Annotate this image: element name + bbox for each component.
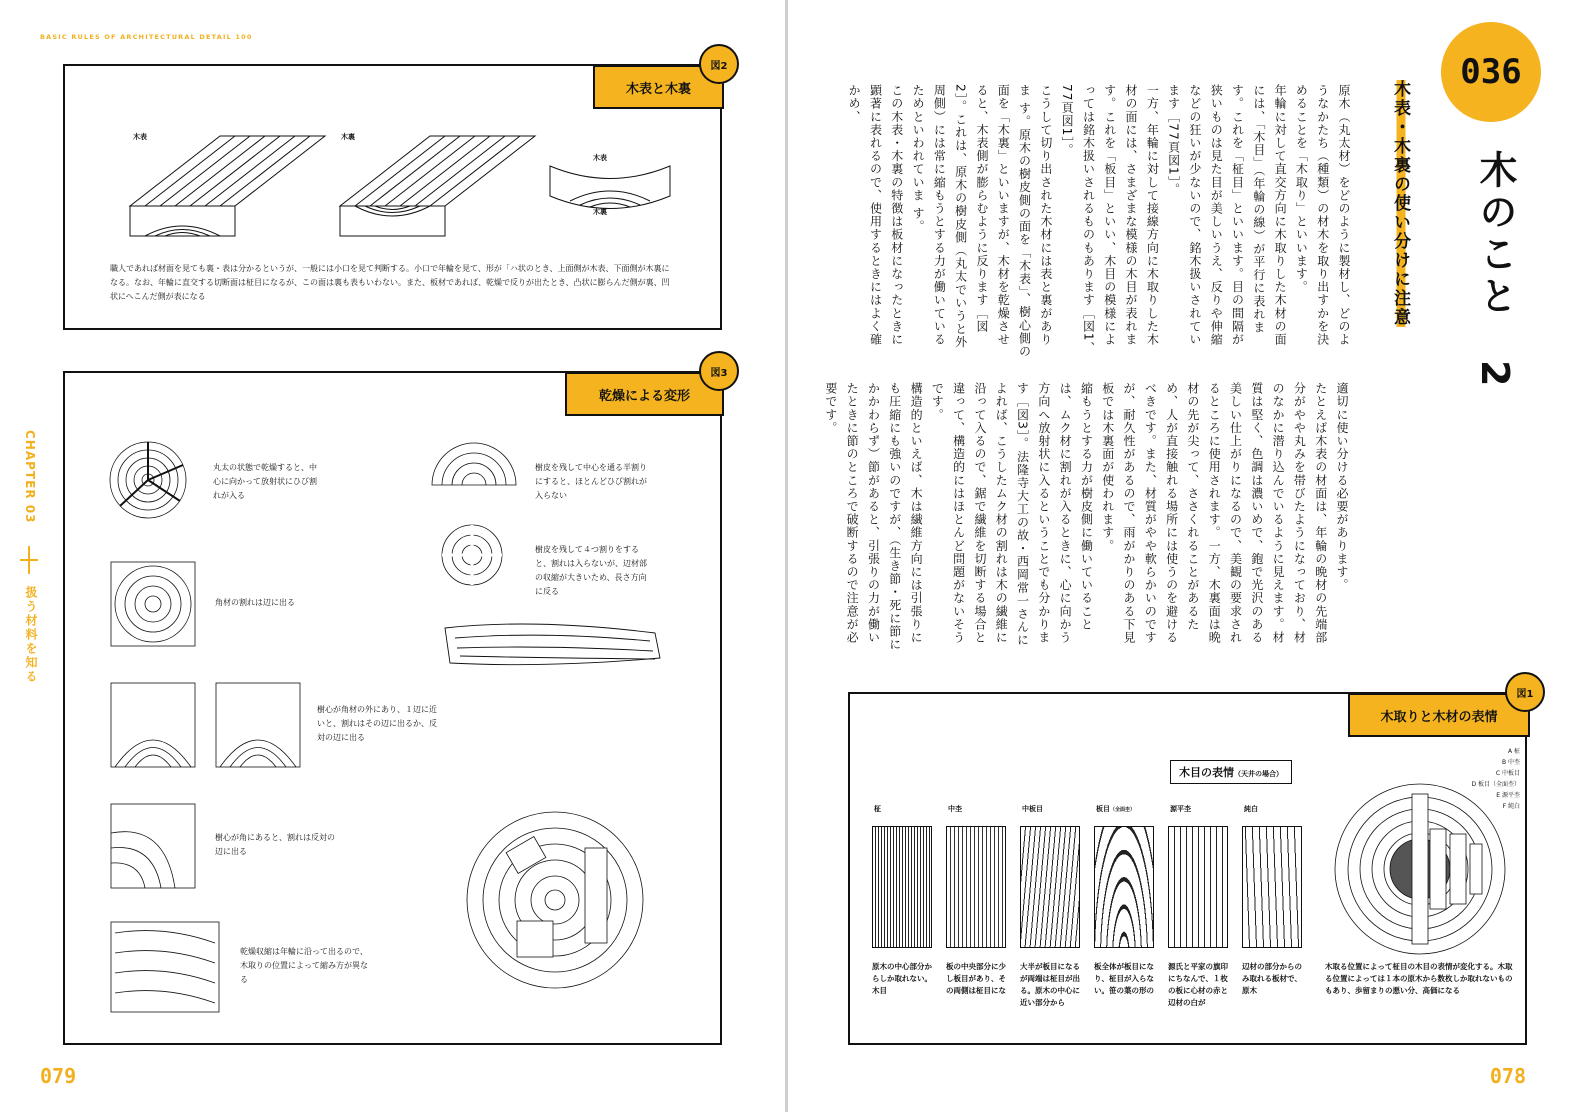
log-section-large: [467, 812, 643, 988]
legend: [1454, 746, 1520, 812]
legend-f: F 純白: [1502, 803, 1520, 810]
board-b: [340, 136, 535, 236]
figure-2-caption: 職人であれば材面を見ても裏・表は分かるというが、一般には小口を見て判断する。小口で年輪を見て、形が「ハ状のとき、上面側が木表、下面側が木裏になる。なお、年輪に直交する切断面は柾目になるが、この面は裏も表もいわない。また、板材であれば、乾燥で反りが出たとき、凸状に膨らんだ側が裏、凹状にへこんだ側が表になる: [110, 264, 670, 301]
fig3-item-7: 乾燥収縮は年輪に沿って出るので、木取りの位置によって縮み方が異なる: [240, 947, 368, 984]
log-radial: [110, 442, 186, 518]
grain-desc-1: 原木の中心部分からしか取れない。木目: [872, 962, 932, 995]
quartered-log: [442, 525, 502, 585]
left-page: [0, 0, 786, 1112]
figure-1-caption: 木取る位置によって柾目の木目の表情が変化する。木取る位置によっては１本の原木から数枚しか取れないものもあり、歩留まりの悪い分、高価になる: [1325, 962, 1513, 995]
label-kiura: 木裏: [341, 133, 355, 141]
grain-label-5: 源平杢: [1170, 805, 1191, 813]
figure-1-badge: 図1: [1505, 672, 1545, 712]
grain-label-3: 中板目: [1022, 805, 1043, 813]
grain-label-2: 中杢: [948, 805, 962, 813]
grain-desc-6: 辺材の部分からのみ取れる板材で、原木: [1242, 962, 1302, 995]
callout-title: 木目の表情: [1179, 766, 1234, 779]
grain-sample-naka-itame: [1020, 826, 1080, 948]
legend-b: B 中杢: [1501, 759, 1520, 766]
grain-label-4: [1096, 804, 1135, 814]
figure-2-tag: 木表と木裏: [593, 65, 724, 109]
board-a: [130, 136, 325, 236]
half-log: [432, 443, 516, 485]
body-para-7: たとえば木表の材面は、年輪の晩材の先端部分がやや丸みを帯びたようになっており、材のなかに潜り込んでいるように見えます。材質は堅く、色調は濃いめで、鉋で光沢のある美しい仕上がりになるので、美観の要求されるところに使用されます。一方、木裏面は晩材の先が尖って、ささくれることがあるため、人が直接触れる場所には使うのを避けるべきです。また、材質がやや軟らかいのですが、耐久性があるので、雨がかりのある下見板では木裏面が使われます。: [1100, 382, 1328, 644]
body-para-9: 構造的といえば、木は繊維方向には引張りにも圧縮にも強いのですが、（生き節・死に節にかかわらず）節があると、引張りの力が働いたときに節のところで破断するので注意が必要です。: [823, 382, 924, 652]
grain-label-1: 柾: [874, 805, 881, 813]
grain-label-4-main: 板目: [1096, 805, 1110, 813]
grain-callout: [1170, 760, 1292, 784]
figure-3-badge: 図3: [699, 351, 739, 391]
legend-e: E 源平杢: [1496, 792, 1520, 799]
grain-desc-2: 板の中央部分に少し板目があり、その両側は柾目にな: [946, 962, 1006, 995]
grain-sample-masame: [872, 826, 932, 948]
shrink-board: [111, 922, 219, 1012]
warped-log: [445, 624, 660, 665]
grain-desc-5: 源氏と平家の旗印にちなんで、１枚の板に心材の赤と辺材の白が: [1168, 962, 1228, 1007]
body-para-6: 適切に使い分ける必要があります。: [1335, 382, 1349, 592]
figure-3-frame: [63, 367, 728, 1045]
page-number-right: 078: [1489, 1064, 1526, 1088]
grain-label-6: 純白: [1244, 805, 1258, 813]
figure-1-frame: [848, 688, 1534, 1045]
corner-timber: [111, 804, 195, 888]
offset-timber: [111, 683, 300, 767]
page-title: 木のこと 2: [1473, 150, 1517, 391]
grain-sample-junpaku: [1242, 826, 1302, 948]
right-page: [788, 0, 1574, 1112]
chapter-label: CHAPTER 03: [23, 430, 37, 524]
grain-desc-3: 大半が板目になるが両端は柾目が出る。原木の中心に近い部分から: [1020, 962, 1080, 1007]
grain-sample-itame: [1094, 826, 1154, 948]
grain-sample-genpei: [1168, 826, 1228, 948]
fig3-item-6: 樹心が角にあると、割れは反対の辺に出る: [215, 833, 335, 856]
label-c-top: 木表: [593, 154, 607, 162]
figure-1-tag: 木取りと木材の表情: [1348, 693, 1530, 737]
legend-c: C 中板目: [1495, 770, 1520, 777]
legend-d: D 板目（全面杢）: [1471, 781, 1520, 788]
page-subtitle: 木表・木裏の使い分けに注意: [1388, 80, 1413, 327]
label-c-bottom: 木裏: [593, 208, 607, 216]
running-head: BASIC RULES OF ARCHITECTURAL DETAIL 100: [40, 33, 253, 41]
page-number-left: 079: [40, 1064, 77, 1088]
body-block-2: [823, 382, 1352, 657]
chapter-divider-cross: [20, 559, 38, 561]
body-block-1: [834, 84, 1354, 359]
fig3-item-3: 樹皮を残して４つ割りをすると、割れは入らないが、辺材部の収縮が大きいため、長さ方向に反る: [535, 545, 647, 596]
body-para-4: こうして切り出された木材には表と裏がありま す。原木の樹皮側の面を「木表」、樹心側の面を「木裏」といいますが、木材を乾燥させると、木表側が膨らむように反ります［図2］。これは、原木の樹皮側（丸太でいうと外周側）には常に縮もうとする力が働いているためといわれていま す。: [911, 84, 1053, 359]
body-para-3: 一方、年輪に対して接線方向に木取りした木材の面には、さまざまな模様の木目が表れます。これを「板目」といい、木目の模様によっては銘木扱いされるものもあります［図1、77頁図1］。: [1060, 84, 1160, 355]
figure-2-frame: [63, 60, 728, 330]
grain-label-4-note: （全面杢）: [1110, 807, 1136, 813]
grain-desc-4: 板全体が板目になり、柾目が入らない。笹の葉の形の: [1094, 962, 1154, 995]
legend-a: A 柾: [1507, 748, 1520, 755]
body-para-1: 原木（丸太材）をどのように製材し、どのようなかたち（種類）の材木を取り出すかを決めることを「木取り」といいます。: [1294, 84, 1351, 346]
figure-3-tag: 乾燥による変形: [565, 372, 724, 416]
figure-2-badge: 図2: [699, 44, 739, 84]
label-kiomote: 木表: [133, 133, 147, 141]
board-c: [550, 166, 670, 209]
fig3-item-2: 樹皮を残して中心を通る半割りにすると、ほとんどひび割れが入らない: [535, 463, 647, 500]
chapter-title: 扱う材料を知る: [24, 586, 38, 684]
callout-sub: （天井の場合）: [1234, 770, 1283, 778]
body-para-8: 縮もうとする力が樹皮側に働いていることは、ムク材に割れが入るときに、心に向かう方向へ放射状に入るということでも分かります［図3］。法隆寺大工の故・西岡常一さんによれば、こうしたムク材の割れは木の繊維に沿って入るので、鋸で繊維を切断する場合と違って、構造的にはほとんど問題がないそうです。: [930, 382, 1094, 647]
fig3-item-4: 角材の割れは辺に出る: [215, 598, 295, 607]
body-para-5: この木表・木裏の特徴は板材になったときに顕著に表れるので、使用するときにはよく確かめ、: [847, 84, 904, 346]
section-number: 036: [1441, 22, 1541, 122]
fig3-item-5: 樹心が角材の外にあり、１辺に近いと、割れはその辺に出るか、反対の辺に出る: [317, 705, 437, 742]
board-illustration: [125, 121, 725, 246]
square-timber: [111, 562, 195, 646]
fig3-item-1: 丸太の状態で乾燥すると、中心に向かって放射状にひび割れが入る: [213, 463, 317, 500]
body-para-2: 年輪に対して直交方向に木取りした木材の面には、「木目」（年輪の線）が平行に表れます。これを「柾目」といいます。目の間隔が狭いものは見た目が美しいうえ、反りや伸縮などの狂いが少ないので、銘木扱いされています［77頁図1］。: [1166, 84, 1288, 346]
grain-sample-nakamoku: [946, 826, 1006, 948]
